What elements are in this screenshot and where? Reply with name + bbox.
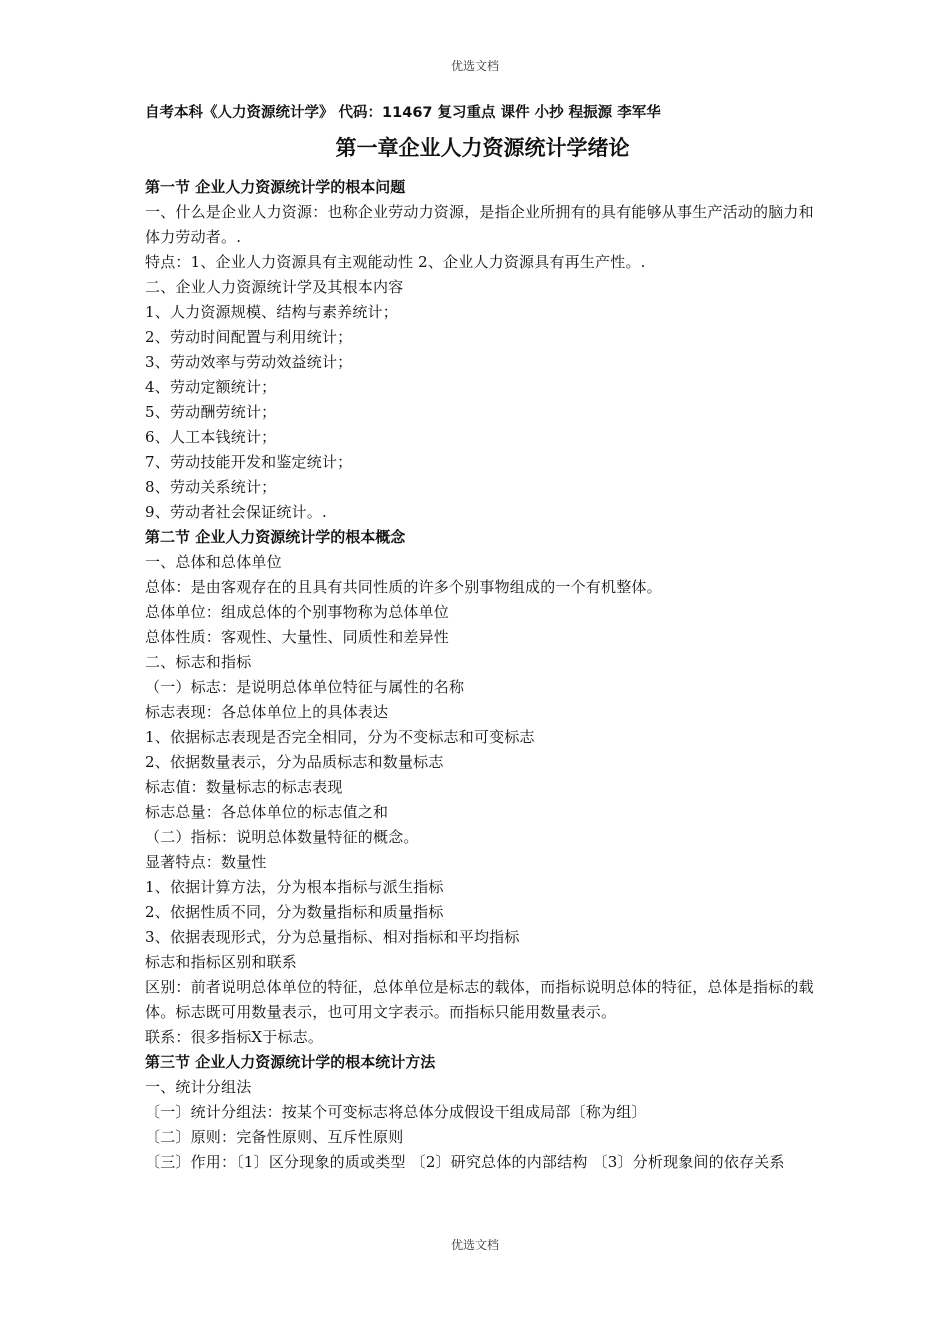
paragraph: 二、标志和指标 (145, 653, 252, 671)
paragraph: 总体：是由客观存在的且具有共同性质的许多个别事物组成的一个有机整体。 (145, 578, 662, 596)
paragraph: 〔二〕原则：完备性原则、互斥性原则 (145, 1128, 404, 1146)
paragraph: 一、总体和总体单位 (145, 553, 282, 571)
paragraph: 标志总量：各总体单位的标志值之和 (145, 803, 389, 821)
paragraph: 4、劳动定额统计； (145, 378, 277, 396)
paragraph: 〔三〕作用：〔1〕区分现象的质或类型 〔2〕研究总体的内部结构 〔3〕分析现象间的依存关系 (145, 1153, 785, 1171)
chapter-title: 第一章企业人力资源统计学绪论 (335, 136, 630, 160)
paragraph: 3、依据表现形式，分为总量指标、相对指标和平均指标 (145, 928, 520, 946)
paragraph: 一、统计分组法 (145, 1078, 252, 1096)
paragraph: 标志和指标区别和联系 (145, 953, 298, 971)
paragraph: 特点：1、企业人力资源具有主观能动性 2、企业人力资源具有再生产性。. (145, 253, 646, 271)
paragraph: （二）指标：说明总体数量特征的概念。 (145, 828, 419, 846)
content-blocks (145, 175, 820, 1175)
paragraph: 二、企业人力资源统计学及其根本内容 (145, 278, 404, 296)
paragraph: 1、依据标志表现是否完全相同，分为不变标志和可变标志 (145, 728, 535, 746)
paragraph: 2、依据数量表示，分为品质标志和数量标志 (145, 753, 444, 771)
section-heading: 第三节 企业人力资源统计学的根本统计方法 (145, 1053, 436, 1071)
paragraph: 7、劳动技能开发和鉴定统计； (145, 453, 353, 471)
paragraph: 标志表现：各总体单位上的具体表达 (145, 703, 389, 721)
document-body (145, 101, 820, 1175)
page-footer: 优选文档 (450, 1238, 499, 1252)
paragraph: 显著特点：数量性 (145, 853, 267, 871)
paragraph: 9、劳动者社会保证统计。. (145, 503, 327, 521)
course-meta-line: 自考本科《人力资源统计学》 代码：11467 复习重点 课件 小抄 程振源 李军华 (145, 105, 661, 121)
paragraph: 5、劳动酬劳统计； (145, 403, 277, 421)
paragraph: 一、什么是企业人力资源：也称企业劳动力资源，是指企业所拥有的具有能够从事生产活动的脑力和体力劳动者。. (145, 203, 814, 246)
paragraph: 2、依据性质不同，分为数量指标和质量指标 (145, 903, 444, 921)
paragraph: 2、劳动时间配置与利用统计； (145, 328, 353, 346)
paragraph: 总体性质：客观性、大量性、同质性和差异性 (145, 628, 450, 646)
paragraph: 区别：前者说明总体单位的特征，总体单位是标志的载体，而指标说明总体的特征，总体是指标的载体。标志既可用数量表示，也可用文字表示。而指标只能用数量表示。 (145, 978, 814, 1021)
page-header: 优选文档 (450, 59, 499, 73)
paragraph: 标志值：数量标志的标志表现 (145, 778, 343, 796)
section-heading: 第二节 企业人力资源统计学的根本概念 (145, 528, 406, 546)
paragraph: 〔一〕统计分组法：按某个可变标志将总体分成假设干组成局部〔称为组〕 (145, 1103, 647, 1121)
section-heading: 第一节 企业人力资源统计学的根本问题 (145, 178, 406, 196)
paragraph: （一）标志：是说明总体单位特征与属性的名称 (145, 678, 465, 696)
paragraph: 6、人工本钱统计； (145, 428, 277, 446)
paragraph: 联系：很多指标X于标志。 (145, 1028, 324, 1046)
paragraph: 1、人力资源规模、结构与素养统计； (145, 303, 398, 321)
paragraph: 1、依据计算方法，分为根本指标与派生指标 (145, 878, 444, 896)
paragraph: 总体单位：组成总体的个别事物称为总体单位 (145, 603, 450, 621)
paragraph: 3、劳动效率与劳动效益统计； (145, 353, 353, 371)
paragraph: 8、劳动关系统计； (145, 478, 277, 496)
